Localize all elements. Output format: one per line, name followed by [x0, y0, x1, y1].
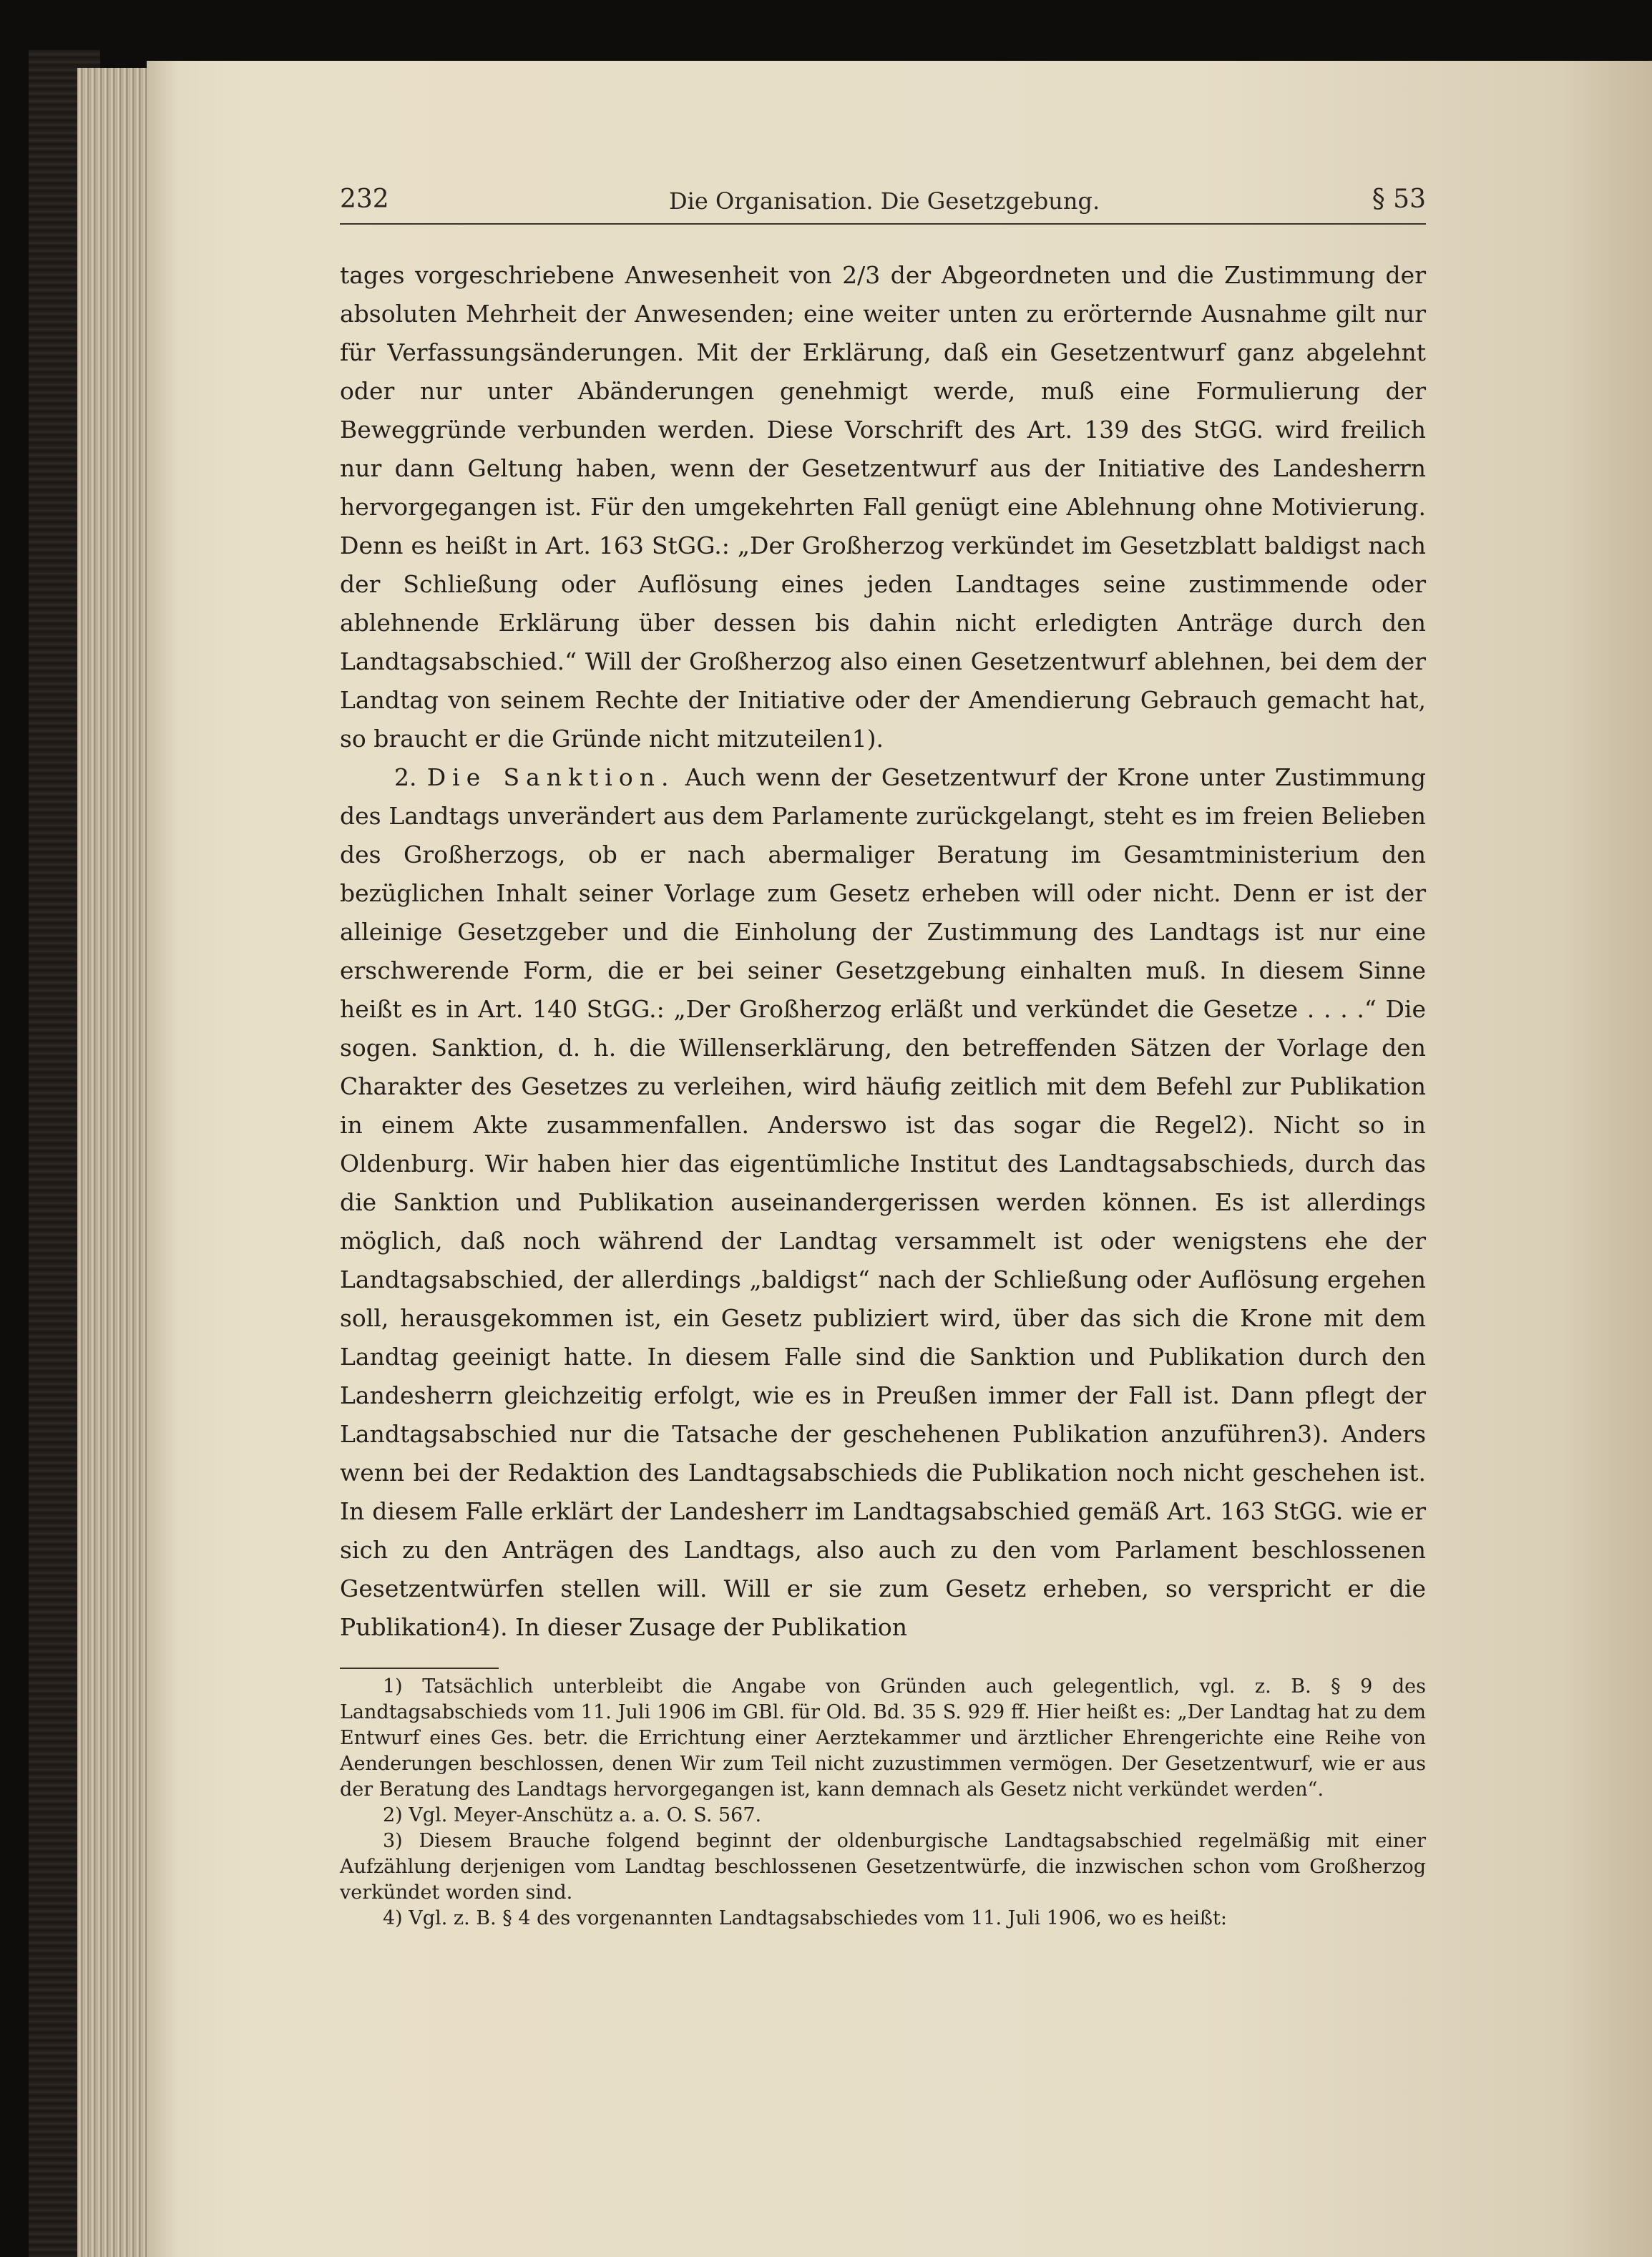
paragraph-2-text: Auch wenn der Gesetzentwurf der Krone unter Zustimmung des Landtags unverändert aus dem Parlamente zurückgelangt, steht es im freien Belieben des Großherzogs, ob er nach abermaliger Beratung im Gesamtministerium den bezüglichen Inhalt seiner Vorlage zum Gesetz erheben will oder nicht. Denn er ist der alleinige Gesetzgeber und die Einholung der Zustimmung des Landtags ist nur eine erschwerende Form, die er bei seiner Gesetzgebung einhalten muß. In diesem Sinne heißt es in Art. 140 StGG.: „Der Großherzog erläßt und verkündet die Gesetze . . . .“ Die sogen. Sanktion, d. h. die Willenserklärung, den betreffenden Sätzen der Vorlage den Charakter des Gesetzes zu verleihen, wird häufig zeitlich mit dem Befehl zur Publikation in einem Akte zusammenfallen. Anderswo ist das sogar die Regel2). Nicht so in Oldenburg. Wir haben hier das eigentümliche Institut des Landtagsabschieds, durch das die Sanktion und Publikation auseinandergerissen werden können. Es ist allerdings möglich, daß noch während der Landtag versammelt ist oder wenigstens ehe der Landtagsabschied, der allerdings „baldigst“ nach der Schließung oder Auflösung ergehen soll, herausgekommen ist, ein Gesetz publiziert wird, über das sich die Krone mit dem Landtag geeinigt hatte. In diesem Falle sind die Sanktion und Publikation durch den Landesherrn gleichzeitig erfolgt, wie es in Preußen immer der Fall ist. Dann pflegt der Landtagsabschied nur die Tatsache der geschehenen Publikation anzuführen3). Anders wenn bei der Redaktion des Landtagsabschieds die Publikation noch nicht geschehen ist. In diesem Falle erklärt der Landesherr im Landtagsabschied gemäß Art. 163 StGG. wie er sich zu den Anträgen des Landtags, also auch zu den vom Parlament beschlossenen Gesetzentwürfen stellen will. Will er sie zum Gesetz erheben, so verspricht er die Publikation4). In dieser Zusage der Publikation [340, 763, 1426, 1641]
footnote-2: 2) Vgl. Meyer-Anschütz a. a. O. S. 567. [383, 1804, 762, 1826]
paragraph-1: tages vorgeschriebene Anwesenheit von 2/3 der Abgeordneten und die Zustimmung der absoluten Mehrheit der Anwesenden; eine weiter unten zu erörternde Ausnahme gilt nur für Verfassungsänderungen. Mit der Erklärung, daß ein Gesetzentwurf ganz abgelehnt oder nur unter Abänderungen genehmigt werde, muß eine Formulierung der Beweggründe verbunden werden. Diese Vorschrift des Art. 139 des StGG. wird freilich nur dann Geltung haben, wenn der Gesetzentwurf aus der Initiative des Landesherrn hervorgegangen ist. Für den umgekehrten Fall genügt eine Ablehnung ohne Motivierung. Denn es heißt in Art. 163 StGG.: „Der Großherzog verkündet im Gesetzblatt baldigst nach der Schließung oder Auflösung eines jeden Landtages seine zustimmende oder ablehnende Erklärung über dessen bis dahin nicht erledigten Anträge durch den Landtagsabschied.“ Will der Großherzog also einen Gesetzentwurf ablehnen, bei dem der Landtag von seinem Rechte der Initiative oder der Amendierung Gebrauch gemacht hat, so braucht er die Gründe nicht mitzuteilen1). [340, 261, 1426, 753]
paragraph-2-number: 2. [394, 763, 427, 791]
page-edges [77, 68, 156, 2257]
footnote-1: 1) Tatsächlich unterbleibt die Angabe von Gründen auch gelegentlich, vgl. z. B. § 9 des Landtagsabschieds vom 11. Juli 1906 im GBl. für Old. Bd. 35 S. 929 ff. Hier heißt es: „Der Landtag hat zu dem Entwurf eines Ges. betr. die Errichtung einer Aerztekammer und ärztlicher Ehrengerichte eine Reihe von Aenderungen beschlossen, denen Wir zum Teil nicht zuzustimmen vermögen. Der Gesetzentwurf, wie er aus der Beratung des Landtags hervorgegangen ist, kann demnach als Gesetz nicht verkündet werden“. [340, 1675, 1426, 1801]
footnote-3: 3) Diesem Brauche folgend beginnt der oldenburgische Landtagsabschied regelmäßig mit einer Aufzählung derjenigen vom Landtag beschlossenen Gesetzentwürfe, die inzwischen schon vom Großherzog verkündet worden sind. [340, 1830, 1426, 1904]
running-title: Die Organisation. Die Gesetzgebung. [669, 187, 1100, 215]
section-number: § 53 [1372, 185, 1426, 214]
footnote-4: 4) Vgl. z. B. § 4 des vorgenannten Landtagsabschiedes vom 11. Juli 1906, wo es heißt: [383, 1907, 1227, 1929]
header-rule [340, 223, 1426, 225]
section-heading-sanktion: Die Sanktion. [426, 763, 675, 791]
page-number: 232 [340, 185, 389, 214]
footnote-rule [340, 1668, 499, 1669]
footnotes [340, 1674, 1426, 1932]
main-text [340, 256, 1426, 1647]
paragraph-2 [340, 758, 1426, 1647]
running-header [340, 185, 1426, 225]
